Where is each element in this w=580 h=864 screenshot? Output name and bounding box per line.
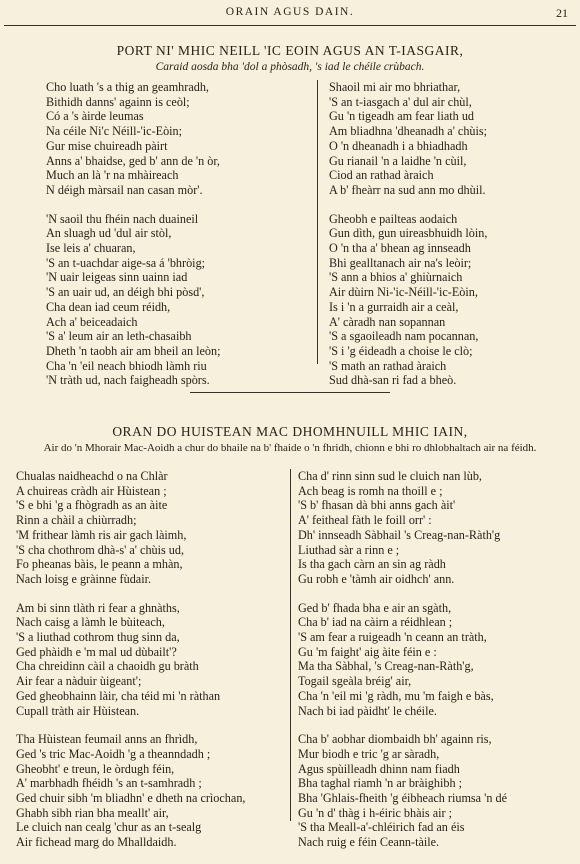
verse-line: Nach caisg a làmh le bùiteach, bbox=[16, 615, 165, 630]
verse-line: Ma tha Sàbhal, 's Creag-nan-Ràth'g, bbox=[298, 659, 474, 674]
verse-line: Agus spùilleadh dhinn nam fiadh bbox=[298, 761, 460, 776]
verse-line: Is tha gach càrn an sin ag ràdh bbox=[298, 557, 446, 572]
verse-line: 'S an uair ud, an déigh bhi pòsd', bbox=[46, 285, 205, 300]
verse-line: Sud dhà-san ri fad a bheò. bbox=[329, 373, 457, 388]
verse-line: 'S tha Meall-a'-chléirich fad an éis bbox=[298, 820, 465, 835]
verse-line: Gu robh e 'tàmh air oidhch' ann. bbox=[298, 571, 455, 586]
verse-line: Gur mise chuireadh pàirt bbox=[46, 138, 168, 153]
verse-line: Chualas naidheachd o na Chlàr bbox=[16, 469, 168, 483]
verse-line: Bha 'Ghlais-fheith 'g éibheach riumsa 'n dé bbox=[298, 791, 507, 806]
verse-line: A' marbhadh fhéidh 's an t-samhradh ; bbox=[16, 776, 202, 791]
verse-line: Ged 's tric Mac-Aoidh 'g a theanndadh ; bbox=[16, 746, 211, 761]
verse-line: Rinn a chàil a chiùrradh; bbox=[16, 513, 137, 528]
verse-line: Ged gheobhainn làir, cha téid mi 'n ràthan bbox=[16, 688, 221, 703]
verse-line: Ise leis a' chuaran, bbox=[46, 241, 136, 256]
verse-line: Gun dìth, gun uireasbhuidh lòin, bbox=[329, 226, 488, 241]
verse-line: 'S an t-uachdar aige-sa á 'bhròig; bbox=[46, 255, 206, 270]
verse-line: Dh' innseadh Sàbhail 's Creag-nan-Ràth'g bbox=[298, 527, 501, 542]
stanza bbox=[298, 469, 507, 587]
running-title: ORAIN AGUS DAIN. bbox=[225, 6, 355, 18]
verse-line: Có a 's àirde leumas bbox=[46, 109, 144, 124]
verse-line: Ged phàidh e 'm mal ud dùbailt'? bbox=[16, 644, 177, 659]
section-divider bbox=[190, 392, 390, 393]
verse-line: Dheth 'n taobh air am bheil an leòn; bbox=[46, 343, 221, 358]
verse-line: A b' fheàrr na sud ann mo dhùil. bbox=[329, 182, 486, 197]
stanza bbox=[329, 212, 487, 388]
stanza bbox=[46, 80, 220, 198]
verse-line: Ach beag is romh na thoill e ; bbox=[298, 483, 443, 498]
verse-line: Nach bi iad pàidht' le chéile. bbox=[298, 703, 437, 718]
verse-line: Le cluich nan cealg 'chur as an t-sealg bbox=[16, 820, 202, 835]
verse-line: Tha Hùistean feumail anns an fhrìdh, bbox=[16, 732, 198, 747]
verse-line: Ged b' fhada bha e air an sgàth, bbox=[298, 600, 452, 615]
verse-line: Ciod an rathad àraich bbox=[329, 168, 434, 183]
stanza bbox=[16, 732, 245, 850]
verse-line: Gu 'n d' thàg i h-éiric bhàis air ; bbox=[298, 805, 452, 820]
verse-line: Much an là 'r na mhàireach bbox=[46, 168, 179, 183]
verse-line: Air fichead marg do Mhalldaidh. bbox=[16, 835, 177, 850]
stanza bbox=[46, 212, 220, 388]
verse-line: Cha chreidinn càil a chaoidh gu bràth bbox=[16, 659, 199, 674]
verse-line: Liuthad sàr a rinn e ; bbox=[298, 542, 400, 557]
verse-line: Togail sgeàla bréig' air, bbox=[298, 674, 412, 689]
song2-column-divider bbox=[290, 469, 291, 821]
verse-line: Gheobht' e treun, le òrdugh féin, bbox=[16, 761, 175, 776]
verse-line: Ghabh sibh rian bha meallt' air, bbox=[16, 805, 169, 820]
verse-line: Gu 'n tigeadh am fear liath ud bbox=[329, 109, 475, 124]
song2-left-column bbox=[16, 469, 245, 864]
verse-line: Bhi gealltanach air na's leòir; bbox=[329, 255, 472, 270]
song2-title: ORAN DO HUISTEAN MAC DHOMHNUILL MHIC IAIN, bbox=[112, 424, 468, 439]
stanza bbox=[16, 601, 245, 719]
verse-line: Ged chuir sibh 'm bliadhn' e dheth na crìochan, bbox=[16, 791, 246, 806]
stanza bbox=[298, 732, 507, 850]
verse-line: Am bliadhna 'dheanadh a' chùis; bbox=[329, 124, 488, 139]
verse-line: 'S i 'g éideadh a choise le clò; bbox=[329, 343, 473, 358]
verse-line: An sluagh ud 'dul air stòl, bbox=[46, 226, 172, 241]
page-header bbox=[0, 6, 580, 22]
verse-line: Cha d' rinn sinn sud le cluich nan lùb, bbox=[298, 469, 482, 483]
verse-line: Cha dean iad ceum réidh, bbox=[46, 299, 171, 314]
verse-line: 'S a liuthad cothrom thug sinn da, bbox=[16, 630, 180, 645]
verse-line: Am bi sinn tlàth ri fear a ghnàths, bbox=[16, 600, 180, 615]
verse-line: A chuireas cràdh air Hùistean ; bbox=[16, 483, 167, 498]
verse-line: Air dùirn Ni-'ic-Néill-'ic-Eòin, bbox=[329, 285, 478, 300]
verse-line: Bha taghal riamh 'n ar bràighibh ; bbox=[298, 776, 462, 791]
verse-line: Gheobh e pailteas aodaich bbox=[329, 211, 458, 226]
verse-line: Gu 'm faight' aig àite féin e : bbox=[298, 644, 437, 659]
verse-line: 'S ann a bhios a' ghiùrnaich bbox=[329, 270, 463, 285]
song2-right-column bbox=[298, 469, 507, 864]
verse-line: Cha 'n 'eil neach bhiodh làmh riu bbox=[46, 358, 207, 373]
song1-right-column bbox=[329, 80, 487, 402]
verse-line: 'S am fear a ruigeadh 'n ceann an tràth, bbox=[298, 630, 487, 645]
verse-line: Fo pheanas bàis, le peann a mhàn, bbox=[16, 557, 183, 572]
verse-line: Cha b' iad na càirn a réidhlean ; bbox=[298, 615, 453, 630]
verse-line: Air fear a nàduir ùigeant'; bbox=[16, 674, 142, 689]
song1-column-divider bbox=[317, 80, 318, 364]
verse-line: A' càradh nan sopannan bbox=[329, 314, 446, 329]
song2-subtitle: Air do 'n Mhorair Mac-Aoidh a chur do bhaile na b' fhaide o 'n fhridh, chionn e bhi ro dhlobhaltach air na féidh. bbox=[43, 442, 537, 454]
verse-line: Cha b' aobhar diombaidh bh' againn ris, bbox=[298, 732, 492, 747]
verse-line: 'M frithear làmh ris air gach làimh, bbox=[16, 527, 187, 542]
verse-line: 'S a' leum air an leth-chasaibh bbox=[46, 329, 192, 344]
verse-line: Nach loisg e gràinne fùdair. bbox=[16, 571, 152, 586]
verse-line: Shaoil mi air mo bhriathar, bbox=[329, 80, 461, 94]
stanza bbox=[16, 469, 245, 587]
verse-line: N déigh màrsail nan casan mòr'. bbox=[46, 182, 203, 197]
verse-line: 'S an t-iasgach a' dul air chùl, bbox=[329, 94, 472, 109]
verse-line: Gu rianail 'n a laidhe 'n cùil, bbox=[329, 153, 467, 168]
verse-line: Cupall tràth air Hùistean. bbox=[16, 703, 140, 718]
stanza bbox=[298, 601, 507, 719]
verse-line: 'S e bhi 'g a fhògradh as an àite bbox=[16, 498, 168, 513]
verse-line: 'N uair leigeas sinn uainn iad bbox=[46, 270, 188, 285]
verse-line: Anns a' bhaidse, ged b' ann de 'n òr, bbox=[46, 153, 220, 168]
verse-line: 'S a sgaoileadh nam pocannan, bbox=[329, 329, 479, 344]
header-rule bbox=[4, 25, 576, 26]
verse-line: 'S math an rathad àraich bbox=[329, 358, 447, 373]
song1-left-column bbox=[46, 80, 220, 402]
verse-line: Ach a' beiceadaich bbox=[46, 314, 138, 329]
verse-line: Na céile Ni'c Néill-'ic-Eòin; bbox=[46, 124, 183, 139]
verse-line: 'N tràth ud, nach faigheadh spòrs. bbox=[46, 373, 210, 388]
song1-subtitle: Caraid aosda bha 'dol a phòsadh, 's iad le chéile crùbach. bbox=[155, 61, 425, 73]
page-number: 21 bbox=[556, 6, 568, 20]
song1-title: PORT NI' MHIC NEILL 'IC EOIN AGUS AN T-IASGAIR, bbox=[116, 43, 464, 58]
verse-line: Bithidh danns' againn is ceòl; bbox=[46, 94, 190, 109]
verse-line: O 'n dheanadh i a bhiadhadh bbox=[329, 138, 468, 153]
stanza bbox=[329, 80, 487, 198]
verse-line: 'N saoil thu fhéin nach duaineil bbox=[46, 211, 199, 226]
verse-line: Cho luath 's a thig an geamhradh, bbox=[46, 80, 209, 94]
verse-line: Cha 'n 'eil mi 'g ràdh, mu 'm faigh e bàs, bbox=[298, 688, 494, 703]
verse-line: O 'n tha a' bhean ag innseadh bbox=[329, 241, 471, 256]
verse-line: 'S cha chothrom dhà-s' a' chùis ud, bbox=[16, 542, 185, 557]
verse-line: Nach ruig e féin Ceann-tàile. bbox=[298, 835, 440, 850]
verse-line: A' feitheal fàth le foill orr' : bbox=[298, 513, 432, 528]
verse-line: Mur biodh e tric 'g ar sàradh, bbox=[298, 746, 440, 761]
verse-line: Is i 'n a gurraidh air a ceàl, bbox=[329, 299, 459, 314]
verse-line: 'S b' fhasan dà bhi anns gach àit' bbox=[298, 498, 456, 513]
